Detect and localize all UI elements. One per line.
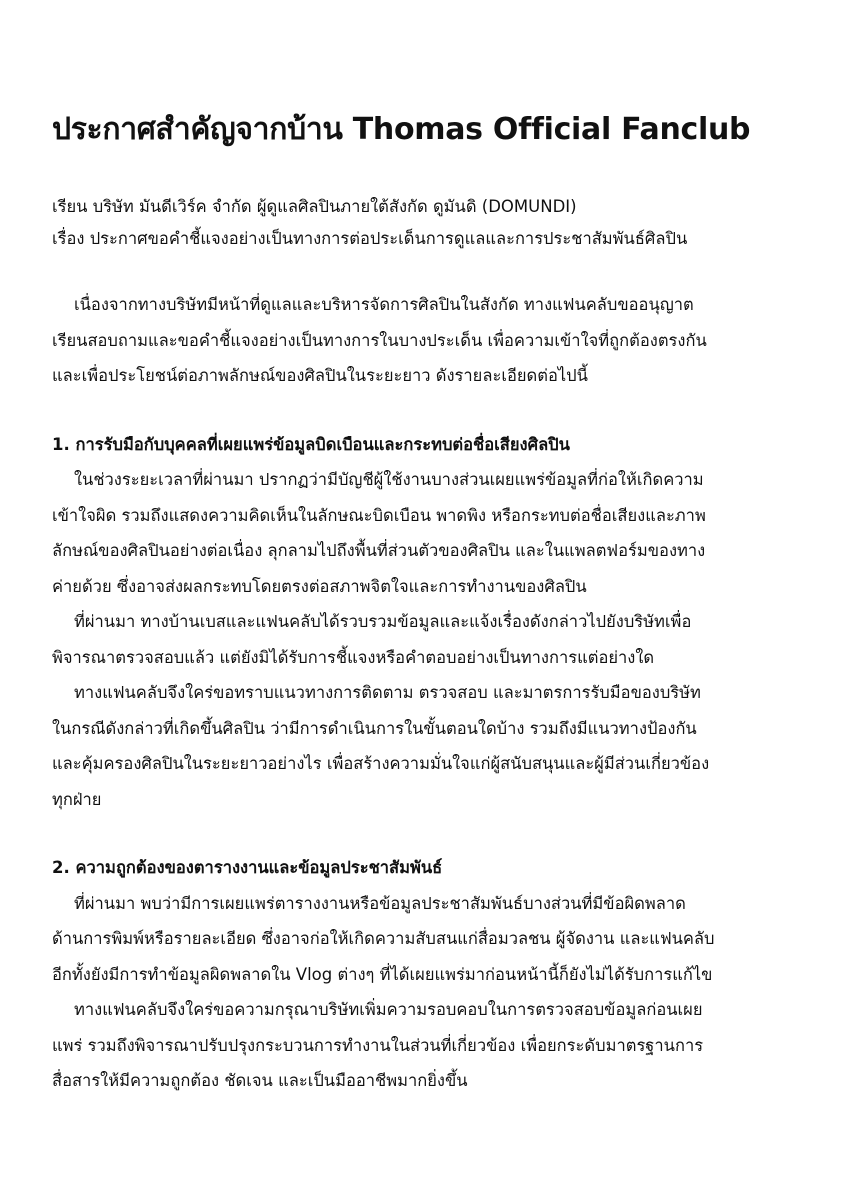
paragraph-line: ด้านการพิมพ์หรือรายละเอียด ซึ่งอาจก่อให้เกิดความสับสนแก่สื่อมวลชน ผู้จัดงาน และแฟนคลับ (52, 929, 715, 948)
section-heading: 1. การรับมือกับบุคคลที่เผยแพร่ข้อมูลบิดเบือนและกระทบต่อชื่อเสียงศิลปิน (52, 434, 570, 454)
paragraph-line: ที่ผ่านมา พบว่ามีการเผยแพร่ตารางงานหรือข้อมูลประชาสัมพันธ์บางส่วนที่มีข้อผิดพลาด (74, 893, 686, 913)
section-paragraph (52, 675, 796, 817)
intro-line: เรียนสอบถามและขอคำชี้แจงอย่างเป็นทางการในบางประเด็น เพื่อความเข้าใจที่ถูกต้องตรงกัน (52, 330, 707, 350)
intro-line: เนื่องจากทางบริษัทมีหน้าที่ดูแลและบริหารจัดการศิลปินในสังกัด ทางแฟนคลับขออนุญาต (74, 295, 694, 314)
paragraph-line: พิจารณาตรวจสอบแล้ว แต่ยังมิได้รับการชี้แจงหรือคำตอบอย่างเป็นทางการแต่อย่างใด (52, 647, 655, 667)
subject-line: เรื่อง ประกาศขอคำชี้แจงอย่างเป็นทางการต่อประเด็นการดูแลและการประชาสัมพันธ์ศิลปิน (52, 229, 688, 248)
paragraph-line: ค่ายด้วย ซึ่งอาจส่งผลกระทบโดยตรงต่อสภาพจิตใจและการทำงานของศิลปิน (52, 576, 587, 596)
paragraph-line: ทางแฟนคลับจึงใคร่ขอความกรุณาบริษัทเพิ่มความรอบคอบในการตรวจสอบข้อมูลก่อนเผย (74, 1000, 703, 1019)
section-2 (52, 850, 796, 1099)
paragraph-line: ลักษณ์ของศิลปินอย่างต่อเนื่อง ลุกลามไปถึงพื้นที่ส่วนตัวของศิลปิน และในแพลตฟอร์มของทาง (52, 541, 706, 560)
paragraph-line: อีกทั้งยังมีการทำข้อมูลผิดพลาดใน Vlog ต่างๆ ที่ได้เผยแพร่มาก่อนหน้านี้ก็ยังไม่ได้รับการแก้ไข (52, 964, 713, 984)
section-paragraph (52, 604, 796, 675)
paragraph-line: แพร่ รวมถึงพิจารณาปรับปรุงกระบวนการทำงานในส่วนที่เกี่ยวข้อง เพื่อยกระดับมาตรฐานการ (52, 1035, 704, 1055)
section-1 (52, 427, 796, 818)
section-paragraph (52, 992, 796, 1099)
paragraph-line: เข้าใจผิด รวมถึงแสดงความคิดเห็นในลักษณะบิดเบือน พาดพิง หรือกระทบต่อชื่อเสียงและภาพ (52, 505, 706, 525)
section-heading: 2. ความถูกต้องของตารางงานและข้อมูลประชาสัมพันธ์ (52, 858, 443, 877)
paragraph-line: ที่ผ่านมา ทางบ้านเบสและแฟนคลับได้รวบรวมข้อมูลและแจ้งเรื่องดังกล่าวไปยังบริษัทเพื่อ (74, 612, 692, 631)
section-paragraph (52, 886, 796, 993)
intro-line: และเพื่อประโยชน์ต่อภาพลักษณ์ของศิลปินในระยะยาว ดังรายละเอียดต่อไปนี้ (52, 366, 588, 385)
section-paragraph (52, 462, 796, 604)
paragraph-line: ในช่วงระยะเวลาที่ผ่านมา ปรากฏว่ามีบัญชีผู้ใช้งานบางส่วนเผยแพร่ข้อมูลที่ก่อให้เกิดความ (74, 470, 704, 489)
paragraph-line: สื่อสารให้มีความถูกต้อง ชัดเจน และเป็นมืออาชีพมากยิ่งขึ้น (52, 1071, 468, 1090)
paragraph-line: และคุ้มครองศิลปินในระยะยาวอย่างไร เพื่อสร้างความมั่นใจแก่ผู้สนับสนุนและผู้มีส่วนเกี่ยวข้อง (52, 754, 710, 773)
paragraph-line: ทางแฟนคลับจึงใคร่ขอทราบแนวทางการติดตาม ตรวจสอบ และมาตรการรับมือของบริษัท (74, 683, 701, 702)
document-title: ประกาศสำคัญจากบ้าน Thomas Official Fanclub (52, 112, 751, 147)
recipient-line: เรียน บริษัท มันดีเวิร์ค จำกัด ผู้ดูแลศิลปินภายใต้สังกัด ดูมันดิ (DOMUNDI) (52, 197, 577, 216)
paragraph-line: ในกรณีดังกล่าวที่เกิดขึ้นศิลปิน ว่ามีการดำเนินการในขั้นตอนใดบ้าง รวมถึงมีแนวทางป้องกัน (52, 718, 697, 738)
intro-paragraph (52, 287, 796, 394)
paragraph-line: ทุกฝ่าย (52, 789, 102, 809)
letter-header (52, 191, 796, 255)
